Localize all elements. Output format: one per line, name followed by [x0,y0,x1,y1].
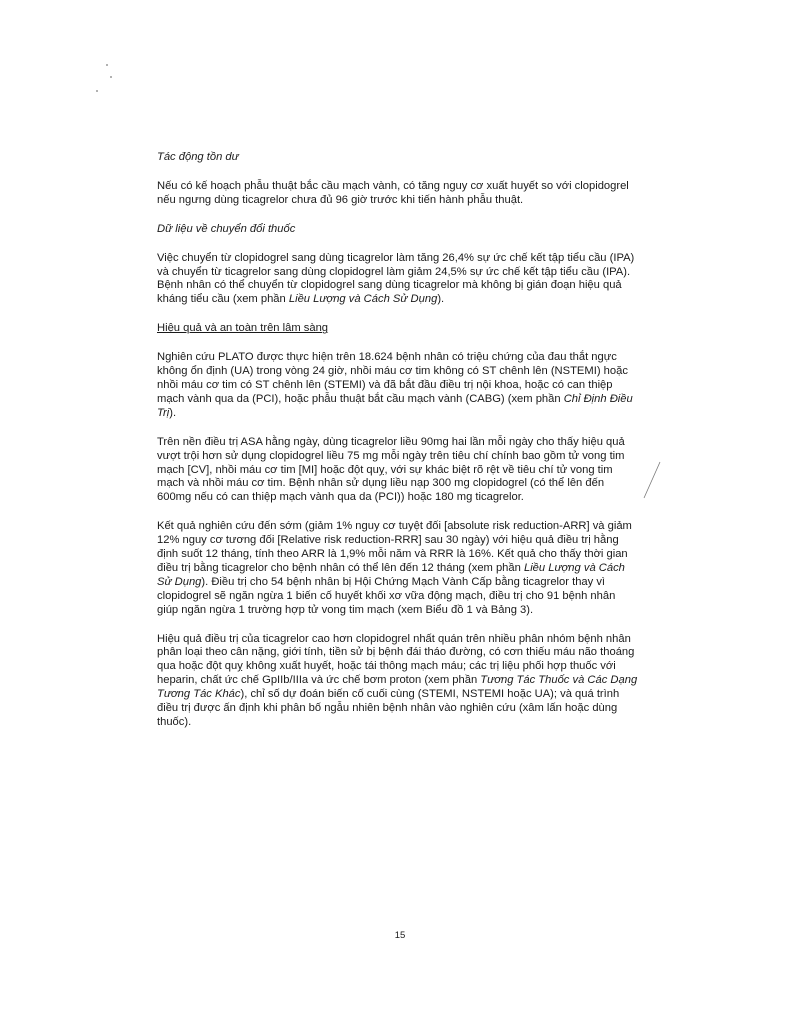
section-heading-switching-data: Dữ liệu về chuyển đổi thuốc [157,222,296,235]
paragraph-switching-data: Việc chuyển từ clopidogrel sang dùng ticagrelor làm tăng 26,4% sự ức chế kết tập tiểu cầu (IPA) và chuyển từ ticagrelor sang dùng clopidogrel làm giảm 24,5% sự ức chế kết tập tiểu cầu (IPA). Bệnh nhân có thể chuyển từ clopidogrel sang dùng ticagrelor mà không bị gián đoạn hiệu quả kháng tiểu cầu (xem phần Liều Lượng và Cách Sử Dụng). [157,251,635,306]
paragraph-subgroup-efficacy: Hiệu quả điều trị của ticagrelor cao hơn clopidogrel nhất quán trên nhiều phân nhóm bệnh nhân phân loại theo cân nặng, giới tính, tiền sử bị bệnh đái tháo đường, có cơn thiếu máu não thoáng qua hoặc đột quỵ không xuất huyết, hoặc tái thông mạch máu; các trị liệu phối hợp thuốc với heparin, chất ức chế GpIIb/IIIa và ức chế bơm proton (xem phần Tương Tác Thuốc và Các Dạng Tương Tác Khác), chỉ số dự đoán biến cố cuối cùng (STEMI, NSTEMI hoặc UA); và quá trình điều trị được ấn định khi phân bố ngẫu nhiên bệnh nhân vào nghiên cứu (xâm lấn hoặc dùng thuốc). [157,632,638,728]
section-heading-clinical-efficacy: Hiệu quả và an toàn trên lâm sàng [157,322,329,335]
paragraph-plato-study: Nghiên cứu PLATO được thực hiện trên 18.624 bệnh nhân có triệu chứng của đau thắt ngực không ổn định (UA) trong vòng 24 giờ, nhồi máu cơ tim không có ST chênh lên (NSTEMI) hoặc nhồi máu cơ tim có ST chênh lên (STEMI) và đã bắt đầu điều trị nội khoa, hoặc có can thiệp mạch vành qua da (PCI), hoặc phẫu thuật bắt cầu mạch vành (CABG) (xem phần Chỉ Định Điều Trị). [157,351,633,419]
reference-interactions: Tương Tác Thuốc và Các Dạng Tương Tác Khác [157,674,638,701]
scan-speck [106,64,108,66]
paragraph-residual-effect: Nếu có kế hoạch phẫu thuật bắc cầu mạch vành, có tăng nguy cơ xuất huyết so với clopidogrel nếu ngưng dùng ticagrelor chưa đủ 96 giờ trước khi tiến hành phẫu thuật. [157,179,629,206]
page-number: 15 [394,930,406,941]
reference-dosage: Liều Lượng và Cách Sử Dụng [288,293,438,306]
paragraph-early-results: Kết quả nghiên cứu đến sớm (giảm 1% nguy cơ tuyệt đối [absolute risk reduction-ARR] và giảm 12% nguy cơ tương đối [Relative risk reduction-RRR] sau 30 ngày) với hiệu quả điều trị hằng định suốt 12 tháng, tính theo ARR là 1,9% mỗi năm và RRR là 16%. Kết quả cho thấy thời gian điều trị bằng ticagrelor cho bệnh nhân có thể lên đến 12 tháng (xem phần Liều Lượng và Cách Sử Dụng). Điều trị cho 54 bệnh nhân bị Hội Chứng Mạch Vành Cấp bằng ticagrelor thay vì clopidogrel sẽ ngăn ngừa 1 biến cố huyết khối xơ vữa động mạch, điều trị cho 91 bệnh nhân giúp ngăn ngừa 1 trường hợp tử vong tim mạch (xem Biểu đồ 1 và Bảng 3). [157,520,632,616]
reference-indications: Chỉ Định Điều Trị [157,392,633,419]
scan-speck [110,76,112,78]
reference-dosage: Liều Lượng và Cách Sử Dụng [157,561,625,588]
scan-speck [96,90,98,92]
paragraph-asa-background: Trên nền điều trị ASA hằng ngày, dùng ticagrelor liều 90mg hai lần mỗi ngày cho thấy hiệu quả vượt trội hơn sử dụng clopidogrel liều 75 mg mỗi ngày trên tiêu chí chính bao gồm tử vong tim mạch [CV], nhồi máu cơ tim [MI] hoặc đột quỵ, với sự khác biệt rõ rệt về tiêu chí tử vong tim mạch và nhồi máu cơ tim. Bệnh nhân sử dụng liều nạp 300 mg clopidogrel (có thể lên đến 600mg nếu có can thiệp mạch vành qua da (PCI)) hoặc 180 mg ticagrelor. [157,435,625,504]
section-heading-residual-effect: Tác động tồn dư [157,151,239,163]
pen-mark [640,460,664,500]
document-body [157,151,639,730]
